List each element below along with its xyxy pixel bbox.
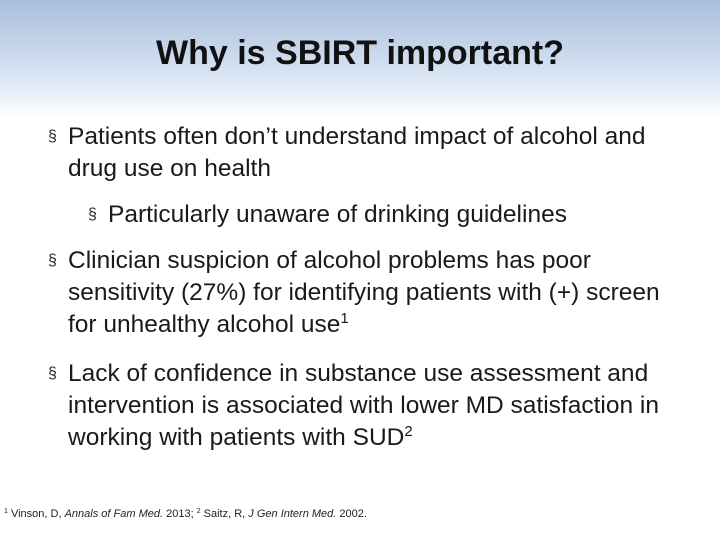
bullet-marker-icon: § bbox=[48, 252, 57, 269]
bullet-text: Lack of confidence in substance use assessment and intervention is associated with lower MD satisfaction in working with patients with SUD bbox=[68, 360, 659, 451]
footnote-ref-number: 1 bbox=[4, 508, 8, 515]
footnote-journal: J Gen Intern Med. bbox=[248, 508, 337, 520]
bullet-marker-icon: § bbox=[88, 206, 97, 223]
citation-superscript: 2 bbox=[404, 423, 413, 440]
bullet-item bbox=[48, 245, 688, 341]
bullet-marker-icon: § bbox=[48, 128, 57, 145]
bullet-text-wrapper bbox=[48, 358, 688, 454]
bullet-text-wrapper bbox=[48, 245, 688, 341]
bullet-text: Clinician suspicion of alcohol problems has poor sensitivity (27%) for identifying patients with (+) screen for unhealthy alcohol use bbox=[68, 247, 660, 338]
citation-superscript: 1 bbox=[340, 310, 349, 327]
footnote-year: 2013; bbox=[166, 508, 194, 520]
bullet-item bbox=[48, 358, 688, 454]
sub-bullet-text: Particularly unaware of drinking guidelines bbox=[108, 201, 567, 228]
bullet-text: Patients often don’t understand impact of alcohol and drug use on health bbox=[68, 123, 646, 182]
footnote bbox=[4, 508, 704, 520]
slide-title: Why is SBIRT important? bbox=[156, 34, 564, 72]
sub-bullet-item bbox=[88, 199, 698, 231]
bullet-marker-icon: § bbox=[48, 365, 57, 382]
footnote-author: Saitz, R, bbox=[203, 508, 246, 520]
footnote-ref-number: 2 bbox=[196, 508, 201, 515]
footnote-journal: Annals of Fam Med. bbox=[64, 508, 164, 520]
bullet-item bbox=[48, 121, 688, 185]
footnote-year: 2002. bbox=[339, 508, 367, 520]
footnote-author: Vinson, D, bbox=[10, 508, 62, 520]
